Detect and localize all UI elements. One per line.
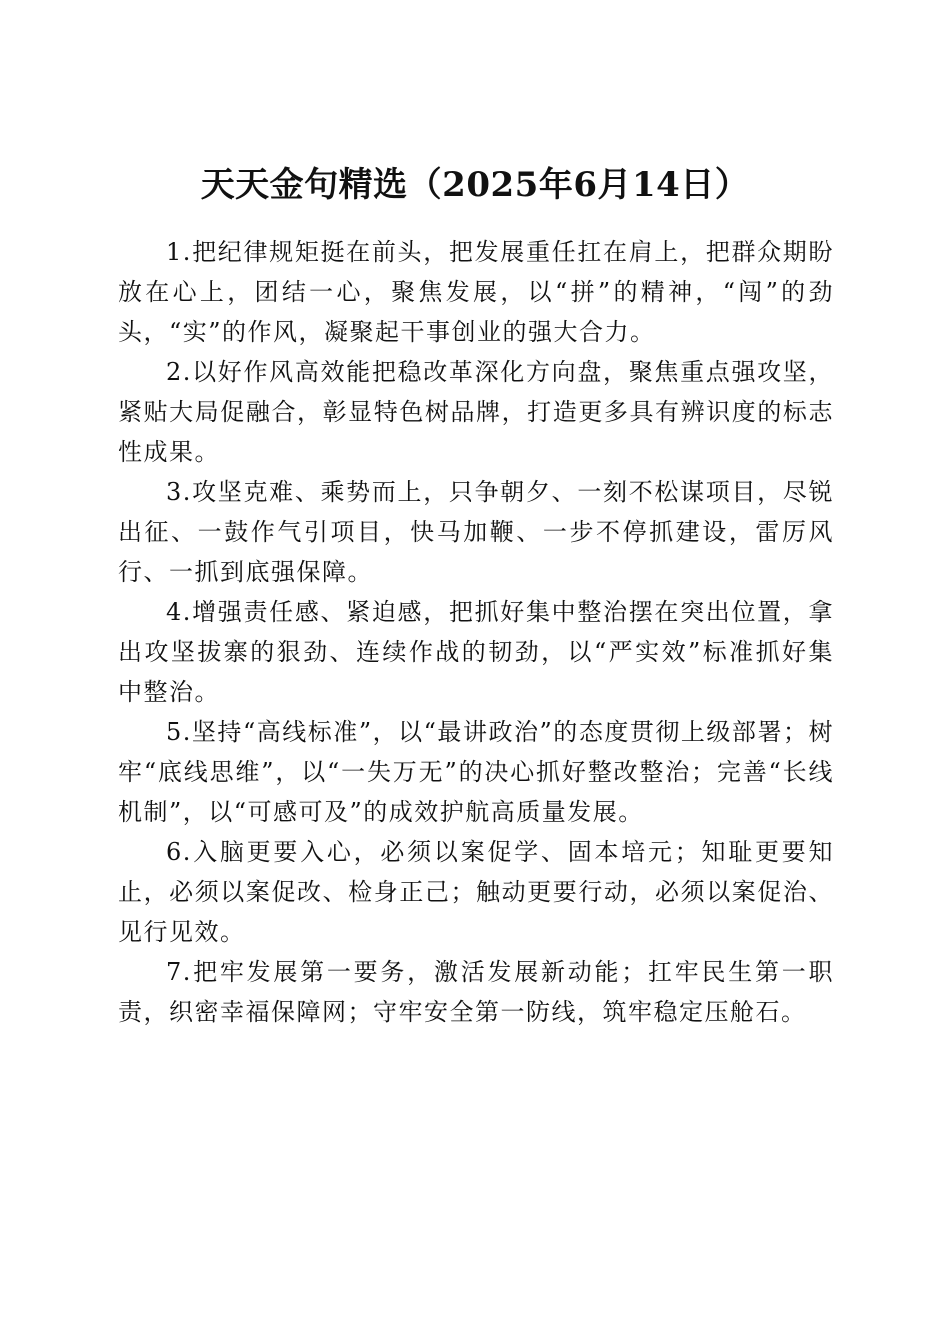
paragraph-1: 1.把纪律规矩挺在前头，把发展重任扛在肩上，把群众期盼放在心上，团结一心，聚焦发展，以“拼”的精神，“闯”的劲头，“实”的作风，凝聚起干事创业的强大合力。 <box>118 238 834 346</box>
paragraph-2: 2.以好作风高效能把稳改革深化方向盘，聚焦重点强攻坚，紧贴大局促融合，彰显特色树品牌，打造更多具有辨识度的标志性成果。 <box>118 358 834 466</box>
paragraph-6: 6.入脑更要入心，必须以案促学、固本培元；知耻更要知止，必须以案促改、检身正己；触动更要行动，必须以案促治、见行见效。 <box>118 838 834 946</box>
document-body <box>118 232 834 1032</box>
paragraph-7: 7.把牢发展第一要务，激活发展新动能；扛牢民生第一职责，织密幸福保障网；守牢安全第一防线，筑牢稳定压舱石。 <box>118 958 834 1026</box>
paragraph-5: 5.坚持“高线标准”，以“最讲政治”的态度贯彻上级部署；树牢“底线思维”，以“一失万无”的决心抓好整改整治；完善“长线机制”，以“可感可及”的成效护航高质量发展。 <box>118 718 834 826</box>
document-title: 天天金句精选（2025年6月14日） <box>200 164 750 205</box>
paragraph-3: 3.攻坚克难、乘势而上，只争朝夕、一刻不松谋项目，尽锐出征、一鼓作气引项目，快马加鞭、一步不停抓建设，雷厉风行、一抓到底强保障。 <box>118 478 834 586</box>
paragraph-4: 4.增强责任感、紧迫感，把抓好集中整治摆在突出位置，拿出攻坚拔寨的狠劲、连续作战的韧劲，以“严实效”标准抓好集中整治。 <box>118 598 834 706</box>
